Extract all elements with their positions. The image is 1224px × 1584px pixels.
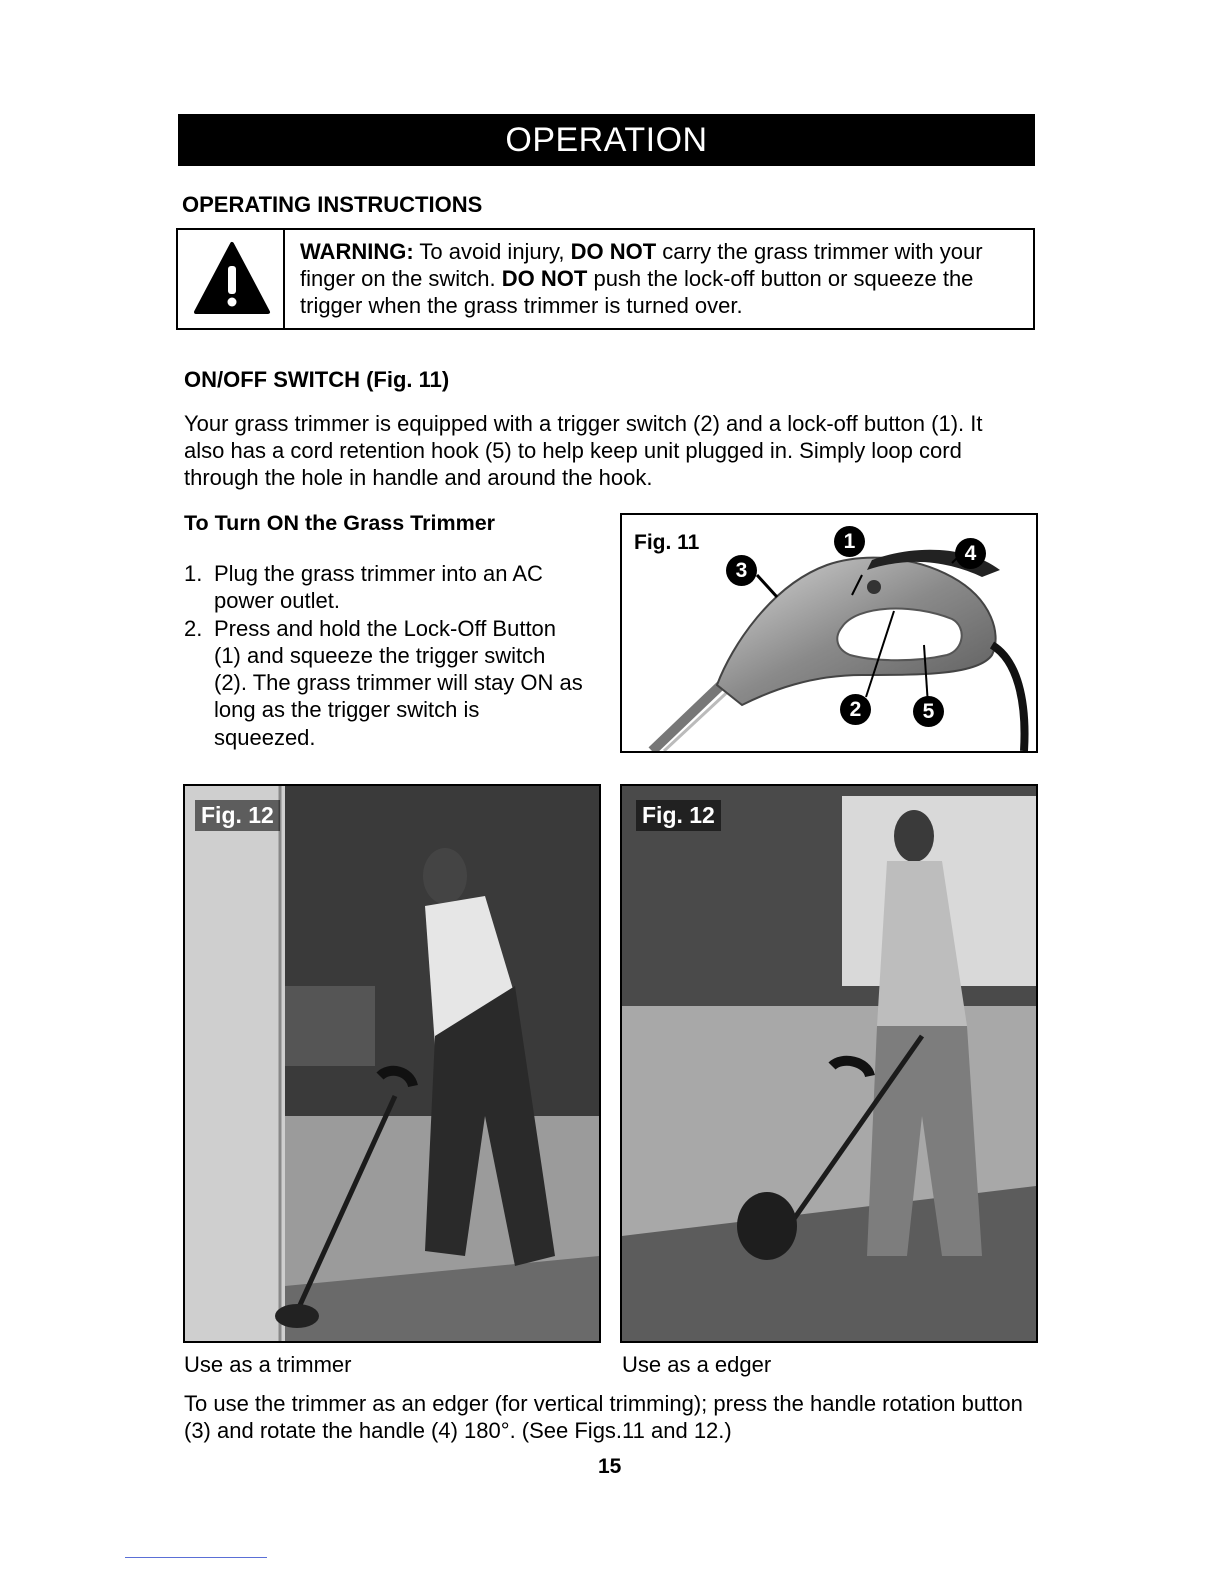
warning-label: WARNING:	[300, 239, 414, 264]
step-item: 2. Press and hold the Lock-Off Button (1) and squeeze the trigger switch (2). The grass trimmer will stay ON as long as the trigger switch is squeezed.	[184, 615, 583, 750]
operating-instructions-heading: OPERATING INSTRUCTIONS	[182, 192, 483, 217]
man-trimming-photo	[185, 786, 599, 1341]
warning-box	[176, 228, 1035, 330]
step-item: 1. Plug the grass trimmer into an AC power outlet.	[184, 561, 543, 614]
section-title: OPERATION	[505, 121, 708, 159]
caption-trimmer: Use as a trimmer	[184, 1352, 352, 1377]
section-banner	[178, 114, 1035, 166]
figure-11	[620, 513, 1038, 753]
turn-on-steps	[184, 560, 584, 751]
figure-12-trimmer-photo	[183, 784, 601, 1343]
figure-12-label-right: Fig. 12	[636, 800, 721, 831]
callout-4: 4	[955, 538, 986, 569]
figure-11-label: Fig. 11	[634, 531, 700, 554]
turn-on-heading: To Turn ON the Grass Trimmer	[184, 511, 496, 535]
warning-text: WARNING: To avoid injury, DO NOT carry the grass trimmer with your finger on the switch. DO NOT push the lock-off button or squeeze the trigger when the grass trimmer is turned over.	[300, 239, 983, 318]
page-number: 15	[598, 1455, 622, 1478]
warning-triangle-icon	[178, 230, 283, 328]
callout-5: 5	[913, 696, 944, 727]
callout-1: 1	[834, 526, 865, 557]
edger-paragraph: To use the trimmer as an edger (for vertical trimming); press the handle rotation button (3) and rotate the handle (4) 180°. (See Figs.11 and 12.)	[184, 1391, 1023, 1443]
caption-edger: Use as a edger	[622, 1352, 772, 1377]
woman-edging-photo	[622, 786, 1036, 1341]
switch-paragraph: Your grass trimmer is equipped with a trigger switch (2) and a lock-off button (1). It also has a cord retention hook (5) to help keep unit plugged in. Simply loop cord through the hole in handle and around the hook.	[184, 411, 983, 490]
callout-2: 2	[840, 694, 871, 725]
on-off-switch-heading: ON/OFF SWITCH (Fig. 11)	[184, 367, 450, 392]
figure-12-label-left: Fig. 12	[195, 800, 280, 831]
footer-rule	[125, 1557, 267, 1558]
figure-12-edger-photo	[620, 784, 1038, 1343]
callout-3: 3	[726, 555, 757, 586]
